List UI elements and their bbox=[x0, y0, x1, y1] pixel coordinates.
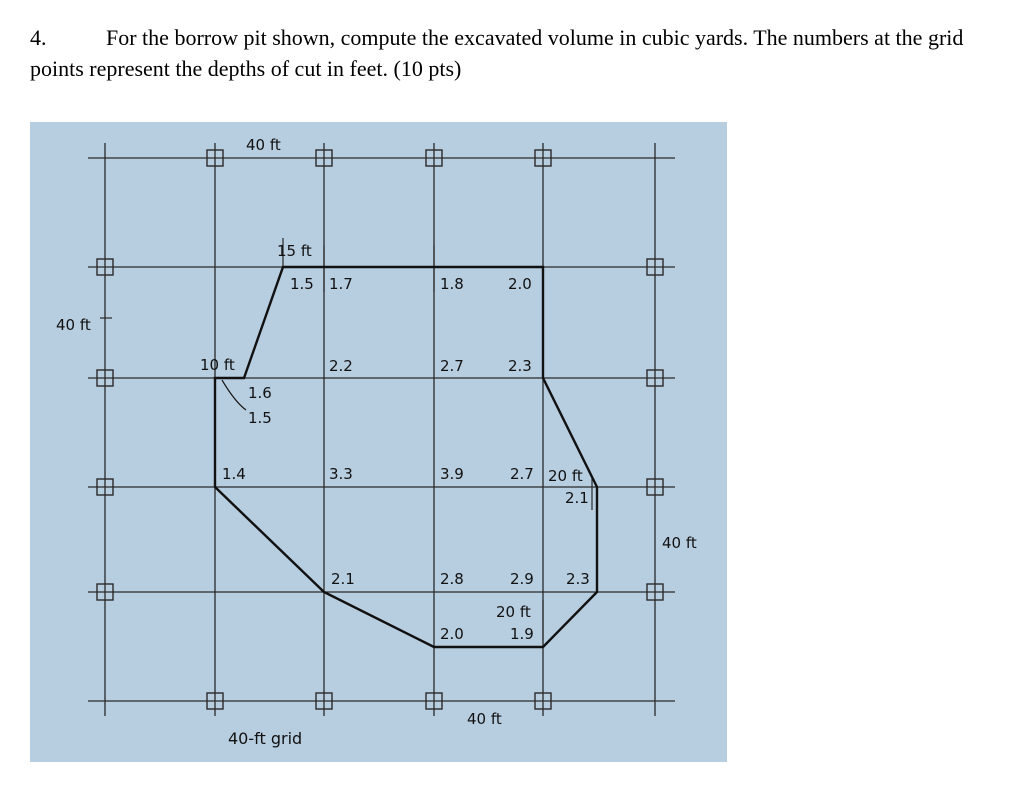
depth-label: 2.7 bbox=[510, 465, 534, 483]
depth-label: 1.9 bbox=[510, 625, 534, 643]
question-number: 4. bbox=[30, 25, 47, 50]
depth-label: 1.4 bbox=[222, 465, 246, 483]
dim-right-40ft: 40 ft bbox=[662, 534, 697, 552]
dim-offset-20ft-right: 20 ft bbox=[548, 467, 583, 485]
dim-bottom-40ft: 40 ft bbox=[467, 710, 502, 728]
depth-label: 2.1 bbox=[565, 489, 589, 507]
depth-label: 2.8 bbox=[440, 570, 464, 588]
dim-left-40ft: 40 ft bbox=[56, 316, 91, 334]
depth-label: 3.9 bbox=[440, 465, 464, 483]
depth-label: 2.3 bbox=[508, 357, 532, 375]
depth-label: 3.3 bbox=[329, 465, 353, 483]
question-body: For the borrow pit shown, compute the excavated volume in cubic yards. The numbers at the grid points represent the depths of cut in feet. (10 pts) bbox=[30, 25, 964, 81]
depth-label: 2.0 bbox=[508, 275, 532, 293]
depth-label: 1.7 bbox=[329, 275, 353, 293]
dim-offset-10ft: 10 ft bbox=[200, 356, 235, 374]
depth-label: 2.9 bbox=[510, 570, 534, 588]
depth-label: 1.5 bbox=[290, 275, 314, 293]
depth-label: 2.3 bbox=[566, 570, 590, 588]
dim-top-40ft: 40 ft bbox=[246, 136, 281, 154]
depth-label: 2.1 bbox=[331, 570, 355, 588]
depth-label: 1.8 bbox=[440, 275, 464, 293]
depth-label: 2.7 bbox=[440, 357, 464, 375]
dim-offset-15ft: 15 ft bbox=[277, 242, 312, 260]
depth-label: 1.5 bbox=[248, 409, 272, 427]
figure-background bbox=[30, 122, 727, 762]
figure-caption: 40-ft grid bbox=[228, 729, 303, 748]
dim-offset-20ft-bottom: 20 ft bbox=[496, 603, 531, 621]
depth-label: 2.2 bbox=[329, 357, 353, 375]
depth-label: 1.6 bbox=[248, 384, 272, 402]
depth-label: 2.0 bbox=[440, 625, 464, 643]
